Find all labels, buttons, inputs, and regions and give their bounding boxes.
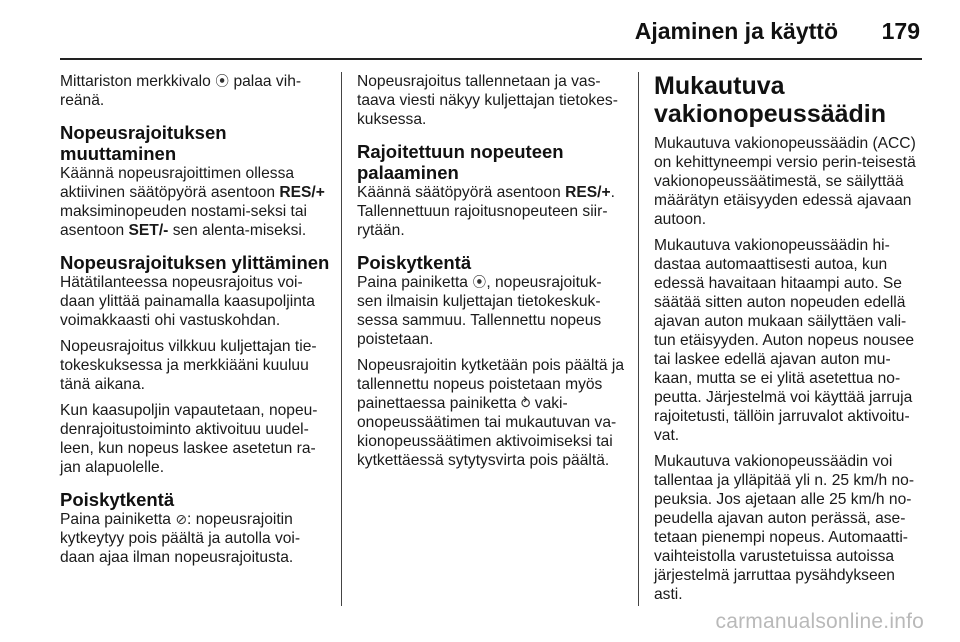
change-paragraph: Käännä nopeusrajoittimen ollessa aktiivinen säätöpyörä asentoon RES/+ maksiminopeuden nostami-seksi tai asentoon SET/- sen alenta-miseksi. [60,165,325,239]
heading-exceed-limit: Nopeusrajoituksen ylittäminen [60,252,330,273]
exceed-paragraph-2: Nopeusrajoitus vilkkuu kuljettajan tie-tokeskuksessa ja merkkiääni kuuluu tänä aikana. [60,338,317,393]
intro-paragraph: Mittariston merkkivalo ⦿ palaa vih-reänä. [60,73,302,109]
cancel-icon: ⊘ [175,511,188,527]
column-1 [60,72,330,574]
watermark: carmanualsonline.info [715,610,924,633]
column-divider-2 [638,72,639,606]
return-paragraph: Käännä säätöpyörä asentoon RES/+. Tallennettuun rajoitusnopeuteen siir-rytään. [357,184,615,239]
speed-limiter-icon: ⦿ [215,73,230,89]
acc-paragraph-3: Mukautuva vakionopeussäädin voi tallentaa ja ylläpitää yli n. 25 km/h no-peuksia. Jos ajetaan alle 25 km/h no-peudella ajavan auton perässä, ase-tetaan pienempi nopeus. Automaatti-vaihteistolla varustetuissa autoissa järjestelmä jarruttaa pysähdykseen asti. [654,453,915,603]
switch-off-paragraph: Paina painiketta ⊘: nopeusrajoitin kytkeytyy pois päältä ja autolla voi-daan ajaa ilman nopeusrajoitusta. [60,511,301,566]
stored-paragraph: Nopeusrajoitus tallennetaan ja vas-taava viesti näkyy kuljettajan tietokes-kuksessa. [357,73,618,128]
header-divider [60,58,922,60]
heading-change-limit: Nopeusrajoituksen muuttaminen [60,122,227,164]
page-header [0,0,960,58]
section-title: Ajaminen ja käyttö [634,18,838,44]
column-divider-1 [341,72,342,606]
exceed-paragraph-1: Hätätilanteessa nopeusrajoitus voi-daan ylittää painamalla kaasupoljinta voimakkaasti ohi vastuskohdan. [60,274,315,329]
switch-off-paragraph-2: Paina painiketta ⦿, nopeusrajoituk-sen ilmaisin kuljettajan tietokeskuk-sessa sammuu. Tallennettu nopeus poistetaan. [357,274,602,348]
exceed-paragraph-3: Kun kaasupoljin vapautetaan, nopeu-denrajoitustoiminto aktivoituu uudel-leen, kun nopeus laskee asetetun ra-jan alapuolelle. [60,402,318,476]
speed-limiter-icon: ⦿ [472,274,487,290]
heading-switch-off: Poiskytkentä [60,489,175,510]
column-3 [654,72,922,611]
heading-adaptive-cruise: Mukautuva vakionopeussäädin [654,72,887,128]
cruise-control-icon: ⥁ [520,395,531,411]
column-2 [357,72,625,477]
heading-return-to-limit: Rajoitettuun nopeuteen palaaminen [357,141,564,183]
acc-paragraph-2: Mukautuva vakionopeussäädin hi-dastaa automaattisesti autoa, kun edessä havaitaan hitaampi auto. Se säätää sitten auton nopeuden edellä ajavan auton mukaan säilyttäen vali-tun etäisyyden. Auton nopeus nousee tai laskee edellä ajavan auton mu-kaan, mutta se ei ylitä asetettua no-peutta. Järjestelmä voi käyttää jarruja rajoitetusti, tällöin jarruvalot aktivoitu-vat. [654,237,915,444]
acc-paragraph-1: Mukautuva vakionopeussäädin (ACC) on kehittyneempi versio perin-teisestä vakionopeussäätimestä, se säilyttää määrätyn etäisyyden edessä ajavaan autoon. [654,135,916,228]
heading-switch-off-2: Poiskytkentä [357,252,472,273]
page-number: 179 [881,18,920,44]
switch-off-paragraph-3: Nopeusrajoitin kytketään pois päältä ja tallennettu nopeus poistetaan myös painettaessa painiketta ⥁ vaki-onopeussäätimen tai mukautuvan va-kionopeussäätimen aktivoimiseksi tai kytkettäessä sytytysvirta pois päältä. [357,357,624,469]
